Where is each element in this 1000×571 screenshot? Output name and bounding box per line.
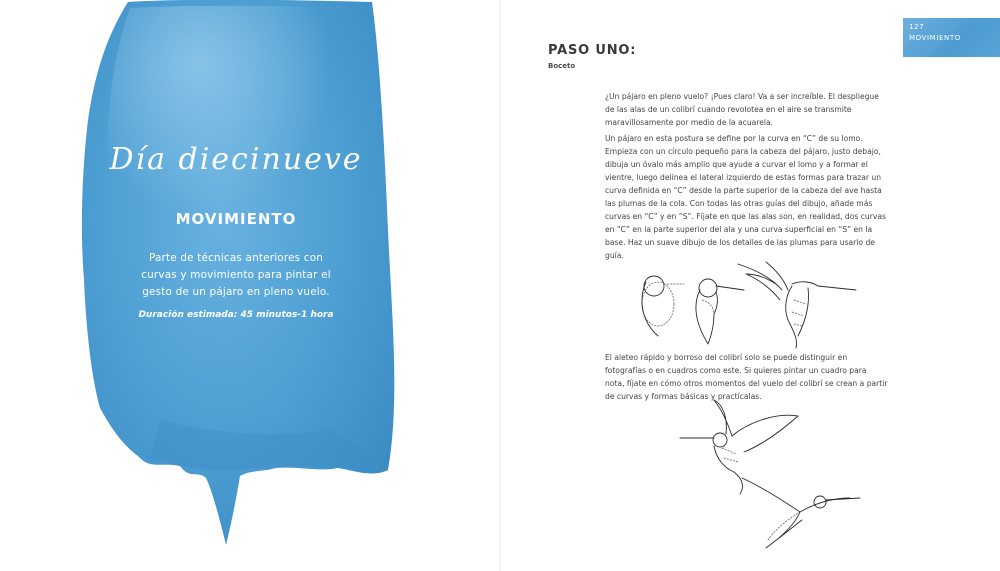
paragraph-1: ¿Un pájaro en pleno vuelo? ¡Pues claro! Va a ser increíble. El despliegue de las alas de un colibrí cuando revolotea en el aire se transmite maravillosamente por medio de la acuarela. (605, 92, 879, 127)
sketch-step-beak (696, 279, 744, 344)
step-subtitle: Boceto (548, 62, 576, 70)
duration-text: Duración estimada: 45 minutos-1 hora (138, 310, 334, 320)
page-number: 127 (909, 23, 925, 31)
book-gutter (498, 0, 502, 571)
intro-text: Parte de técnicas anteriores con curvas y movimiento para pintar el gesto de un pájaro en pleno vuelo. (141, 252, 331, 298)
sketch-flight-down (742, 478, 860, 548)
sketch-steps-row (636, 260, 866, 350)
page-section: MOVIMIENTO (909, 34, 961, 42)
sketch-step-circle (642, 276, 684, 336)
sketch-flight-group (678, 396, 868, 556)
page-tab (903, 18, 1000, 57)
paragraph-2: Un pájaro en esta postura se define por la curva en “C” de su lomo. Empieza con un círculo pequeño para la cabeza del pájaro, justo debajo, dibuja un óvalo más amplio que ayude a curvar el lomo y a formar el vientre, luego delinea el lateral izquierdo de estas formas para trazar un curva definida en “C” desde la parte superior de la cabeza del ave hasta las plumas de la cola. Con todas las otras guías del dibujo, añade más curvas en “C” y en “S”. Fíjate en que las alas son, en realidad, dos curvas en “C” en la parte superior del ala y una curva superficial en “S” en la base. Haz un suave dibujo de los detalles de las plumas para usarlo de guía. (605, 134, 886, 260)
theme-title: MOVIMIENTO (175, 210, 297, 228)
paragraph-3: El aleteo rápido y borroso del colibrí solo se puede distinguir en fotografías o en cuadros como este. Si quieres pintar un cuadro para nota, fíjate en cómo otros momentos del vuelo del colibrí se crean a partir de curvas y formas básicas y practícalas. (605, 353, 888, 401)
day-title: Día diecinueve (109, 142, 363, 177)
step-title: PASO UNO: (548, 43, 637, 58)
sketch-flight-up (680, 400, 798, 494)
sketch-step-wings (738, 262, 856, 348)
